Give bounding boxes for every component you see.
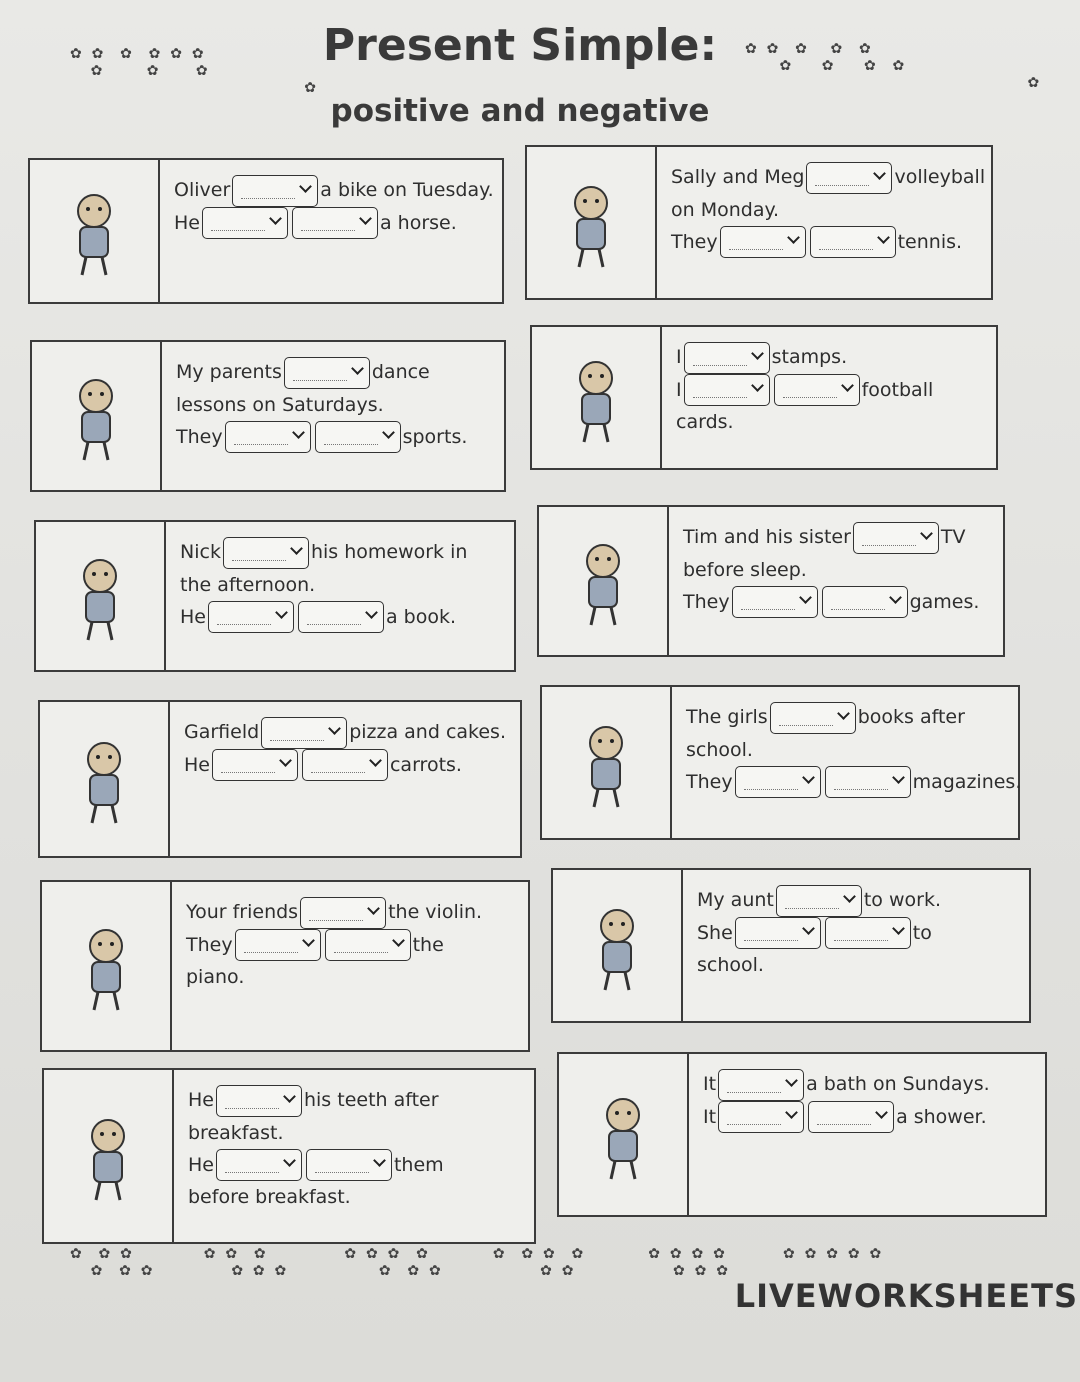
- chevron-down-icon: [802, 922, 815, 935]
- man-with-football-illustration: [532, 327, 662, 468]
- sentence-line: [686, 701, 1021, 734]
- exercise-card: [38, 700, 522, 858]
- chevron-down-icon: [877, 231, 890, 244]
- chevron-down-icon: [328, 722, 341, 735]
- chevron-down-icon: [841, 379, 854, 392]
- sentence-line: [676, 406, 986, 438]
- chevron-down-icon: [920, 527, 933, 540]
- sentence-line: [180, 601, 504, 634]
- sentence-text: Your friends: [186, 901, 299, 923]
- answer-dropdown[interactable]: [808, 1101, 894, 1133]
- answer-dropdown[interactable]: [284, 357, 370, 389]
- chevron-down-icon: [875, 1106, 888, 1119]
- answer-dropdown[interactable]: [735, 917, 821, 949]
- sentence-text: He: [174, 211, 200, 234]
- answer-dropdown[interactable]: [315, 421, 401, 453]
- sentence-text: My parents: [176, 361, 282, 383]
- answer-dropdown[interactable]: [325, 929, 411, 961]
- sentence-text: Sally and Meg: [671, 166, 805, 188]
- exercise-sentences: [662, 327, 996, 468]
- sentence-text: a horse.: [379, 211, 457, 234]
- exercise-card: [557, 1052, 1047, 1217]
- chevron-down-icon: [283, 1154, 296, 1167]
- answer-dropdown[interactable]: [261, 717, 347, 749]
- exercise-sentences: [170, 702, 520, 856]
- chevron-down-icon: [269, 212, 282, 225]
- sentence-text: cards.: [676, 411, 734, 433]
- sentence-text: I: [676, 378, 682, 401]
- chevron-down-icon: [892, 922, 905, 935]
- exercise-card: [40, 880, 530, 1052]
- exercise-card: [525, 145, 993, 300]
- sentence-text: Tim and his sister: [683, 526, 851, 548]
- girls-reading-books-illustration: [542, 687, 672, 838]
- exercise-sentences: [669, 507, 1003, 655]
- sentence-text: TV: [940, 526, 966, 548]
- sentence-text: school.: [697, 954, 764, 976]
- sentence-text: He: [180, 605, 206, 628]
- exercise-sentences: [172, 882, 528, 1050]
- chevron-down-icon: [392, 934, 405, 947]
- woman-at-laptop-illustration: [553, 870, 683, 1021]
- answer-dropdown[interactable]: [732, 586, 818, 618]
- sentence-line: [683, 554, 993, 586]
- sentence-line: [683, 586, 993, 619]
- answer-dropdown[interactable]: [825, 917, 911, 949]
- sentence-text: He: [184, 753, 210, 776]
- sentence-text: a bike on Tuesday.: [320, 179, 494, 201]
- chevron-down-icon: [299, 180, 312, 193]
- exercise-card: [551, 868, 1031, 1023]
- chevron-down-icon: [889, 591, 902, 604]
- sentence-text: magazines.: [912, 770, 1022, 793]
- answer-dropdown[interactable]: [684, 342, 770, 374]
- sentence-text: school.: [686, 738, 753, 761]
- sentence-text: books after: [857, 706, 965, 728]
- answer-dropdown[interactable]: [776, 885, 862, 917]
- exercise-sentences: [174, 1070, 534, 1242]
- answer-dropdown[interactable]: [292, 207, 378, 239]
- answer-dropdown[interactable]: [300, 897, 386, 929]
- chevron-down-icon: [785, 1074, 798, 1087]
- exercise-card: [537, 505, 1005, 657]
- sentence-text: them: [393, 1153, 444, 1176]
- kids-watching-tv-illustration: [539, 507, 669, 655]
- answer-dropdown[interactable]: [225, 421, 311, 453]
- sentence-line: [671, 226, 985, 259]
- sentence-line: [188, 1084, 524, 1117]
- chevron-down-icon: [359, 212, 372, 225]
- sentence-text: lessons on Saturdays.: [176, 393, 384, 416]
- answer-dropdown[interactable]: [774, 374, 860, 406]
- chevron-down-icon: [365, 606, 378, 619]
- sentence-text: the: [412, 933, 444, 956]
- sentence-text: before sleep.: [683, 558, 807, 581]
- sentence-line: [174, 207, 494, 240]
- sentence-line: [176, 389, 494, 421]
- sentence-line: [697, 884, 1019, 917]
- sentence-text: to work.: [863, 889, 941, 911]
- exercise-sentences: [672, 687, 1031, 838]
- sentence-text: The girls: [686, 706, 768, 728]
- sentence-text: It: [703, 1073, 717, 1095]
- chevron-down-icon: [785, 1106, 798, 1119]
- sentence-line: [186, 961, 518, 993]
- worksheet-subtitle: positive and negative: [330, 93, 710, 129]
- chevron-down-icon: [892, 771, 905, 784]
- sentence-text: to: [912, 921, 932, 944]
- sentence-text: football: [861, 378, 934, 401]
- answer-dropdown[interactable]: [212, 749, 298, 781]
- chevron-down-icon: [292, 426, 305, 439]
- sentence-text: They: [176, 425, 223, 448]
- sentence-text: She: [697, 921, 733, 944]
- boy-doing-homework-illustration: [36, 522, 166, 670]
- sentence-text: sports.: [402, 425, 468, 448]
- paw-prints-footer: ✿ ✿ ✿ ✿ ✿ ✿ ✿ ✿ ✿ ✿ ✿ ✿ ✿ ✿ ✿ ✿ ✿ ✿ ✿ ✿ ✿ ✿ ✿ ✿ ✿ ✿ ✿ ✿ ✿ ✿ ✿ ✿ ✿ ✿ ✿ ✿ ✿: [70, 1245, 885, 1278]
- sentence-line: [184, 716, 510, 749]
- answer-dropdown[interactable]: [684, 374, 770, 406]
- couple-dancing-illustration: [32, 342, 162, 490]
- sentence-text: I: [676, 346, 682, 368]
- sentence-text: They: [683, 590, 730, 613]
- sentence-line: [174, 174, 494, 207]
- chevron-down-icon: [290, 542, 303, 555]
- exercise-sentences: [166, 522, 514, 670]
- sentence-line: [697, 949, 1019, 981]
- answer-dropdown[interactable]: [810, 226, 896, 258]
- sentence-line: [703, 1101, 1035, 1134]
- exercise-card: [34, 520, 516, 672]
- girls-playing-volleyball-illustration: [527, 147, 657, 298]
- chevron-down-icon: [837, 707, 850, 720]
- children-playing-violin-illustration: [42, 882, 172, 1050]
- chevron-down-icon: [373, 1154, 386, 1167]
- paw-prints-decoration: ✿ ✿ ✿ ✿ ✿ ✿ ✿ ✿ ✿ ✿: [70, 45, 319, 95]
- exercise-card: [540, 685, 1020, 840]
- sentence-line: [703, 1068, 1035, 1101]
- chevron-down-icon: [302, 934, 315, 947]
- chevron-down-icon: [874, 167, 887, 180]
- sentence-text: on Monday.: [671, 198, 780, 221]
- answer-dropdown[interactable]: [720, 226, 806, 258]
- chevron-down-icon: [369, 754, 382, 767]
- answer-dropdown[interactable]: [306, 1149, 392, 1181]
- answer-dropdown[interactable]: [302, 749, 388, 781]
- sentence-text: a shower.: [896, 1105, 987, 1128]
- sentence-text: the violin.: [388, 901, 483, 923]
- sentence-text: the afternoon.: [180, 573, 316, 596]
- sentence-text: stamps.: [771, 346, 848, 368]
- answer-dropdown[interactable]: [853, 522, 939, 554]
- answer-dropdown[interactable]: [235, 929, 321, 961]
- sentence-line: [188, 1149, 524, 1182]
- garfield-cat-illustration: [40, 702, 170, 856]
- sentence-line: [671, 194, 985, 226]
- sentence-text: before breakfast.: [188, 1186, 351, 1208]
- exercise-sentences: [160, 160, 504, 302]
- exercise-sentences: [162, 342, 504, 490]
- answer-dropdown[interactable]: [718, 1069, 804, 1101]
- sentence-line: [180, 536, 504, 569]
- sentence-line: [184, 749, 510, 782]
- sentence-line: [186, 929, 518, 962]
- chevron-down-icon: [787, 231, 800, 244]
- exercise-card: [42, 1068, 536, 1244]
- sentence-text: a bath on Sundays.: [806, 1073, 990, 1095]
- sentence-line: [188, 1181, 524, 1213]
- chevron-down-icon: [279, 754, 292, 767]
- sentence-text: They: [186, 933, 233, 956]
- sentence-line: [676, 341, 986, 374]
- exercise-card: [530, 325, 998, 470]
- sentence-text: He: [188, 1089, 214, 1111]
- sentence-line: [686, 766, 1021, 799]
- sentence-text: Oliver: [174, 179, 231, 201]
- chevron-down-icon: [799, 591, 812, 604]
- exercise-sentences: [683, 870, 1029, 1021]
- exercise-card: [28, 158, 504, 304]
- sentence-text: games.: [909, 590, 980, 613]
- answer-dropdown[interactable]: [298, 601, 384, 633]
- worksheet-title: Present Simple:: [322, 20, 718, 71]
- chevron-down-icon: [751, 347, 764, 360]
- chevron-down-icon: [351, 362, 364, 375]
- answer-dropdown[interactable]: [806, 162, 892, 194]
- sentence-line: [671, 161, 985, 194]
- sentence-text: a book.: [385, 605, 457, 628]
- answer-dropdown[interactable]: [216, 1149, 302, 1181]
- chevron-down-icon: [751, 379, 764, 392]
- dog-in-bathtub-illustration: [559, 1054, 689, 1215]
- sentence-text: volleyball: [894, 166, 986, 188]
- chevron-down-icon: [843, 890, 856, 903]
- answer-dropdown[interactable]: [202, 207, 288, 239]
- sentence-line: [188, 1117, 524, 1149]
- exercise-sentences: [689, 1054, 1045, 1215]
- sentence-text: Garfield: [184, 721, 260, 743]
- sentence-text: pizza and cakes.: [349, 721, 506, 743]
- answer-dropdown[interactable]: [735, 766, 821, 798]
- answer-dropdown[interactable]: [232, 175, 318, 207]
- answer-dropdown[interactable]: [223, 537, 309, 569]
- answer-dropdown[interactable]: [822, 586, 908, 618]
- sentence-text: tennis.: [897, 230, 963, 253]
- chevron-down-icon: [275, 606, 288, 619]
- sentence-line: [176, 421, 494, 454]
- sentence-text: his teeth after: [303, 1089, 439, 1111]
- sentence-text: He: [188, 1153, 214, 1176]
- chevron-down-icon: [367, 902, 380, 915]
- sentence-line: [676, 374, 986, 407]
- sentence-text: piano.: [186, 966, 245, 988]
- sentence-text: Nick: [180, 541, 221, 563]
- answer-dropdown[interactable]: [825, 766, 911, 798]
- chevron-down-icon: [283, 1090, 296, 1103]
- answer-dropdown[interactable]: [216, 1085, 302, 1117]
- sentence-text: They: [671, 230, 718, 253]
- sentence-text: It: [703, 1105, 717, 1128]
- sentence-line: [176, 356, 494, 389]
- sentence-text: carrots.: [389, 753, 462, 776]
- sentence-text: his homework in: [310, 541, 468, 563]
- sentence-text: My aunt: [697, 889, 774, 911]
- sentence-line: [180, 569, 504, 601]
- answer-dropdown[interactable]: [718, 1101, 804, 1133]
- chevron-down-icon: [802, 771, 815, 784]
- sentence-line: [697, 917, 1019, 950]
- sentence-text: They: [686, 770, 733, 793]
- sentence-line: [686, 734, 1021, 766]
- exercise-card: [30, 340, 506, 492]
- chevron-down-icon: [382, 426, 395, 439]
- liveworksheets-logo: LIVEWORKSHEETS: [734, 1277, 1078, 1315]
- sentence-text: breakfast.: [188, 1121, 284, 1144]
- sentence-text: dance: [371, 361, 430, 383]
- exercise-sentences: [657, 147, 995, 298]
- answer-dropdown[interactable]: [208, 601, 294, 633]
- sentence-line: [186, 896, 518, 929]
- boy-brushing-teeth-illustration: [44, 1070, 174, 1242]
- boy-on-bike-illustration: [30, 160, 160, 302]
- sentence-line: [683, 521, 993, 554]
- answer-dropdown[interactable]: [770, 702, 856, 734]
- paw-prints-decoration: ✿ ✿ ✿ ✿ ✿ ✿ ✿ ✿ ✿ ✿: [745, 40, 1043, 90]
